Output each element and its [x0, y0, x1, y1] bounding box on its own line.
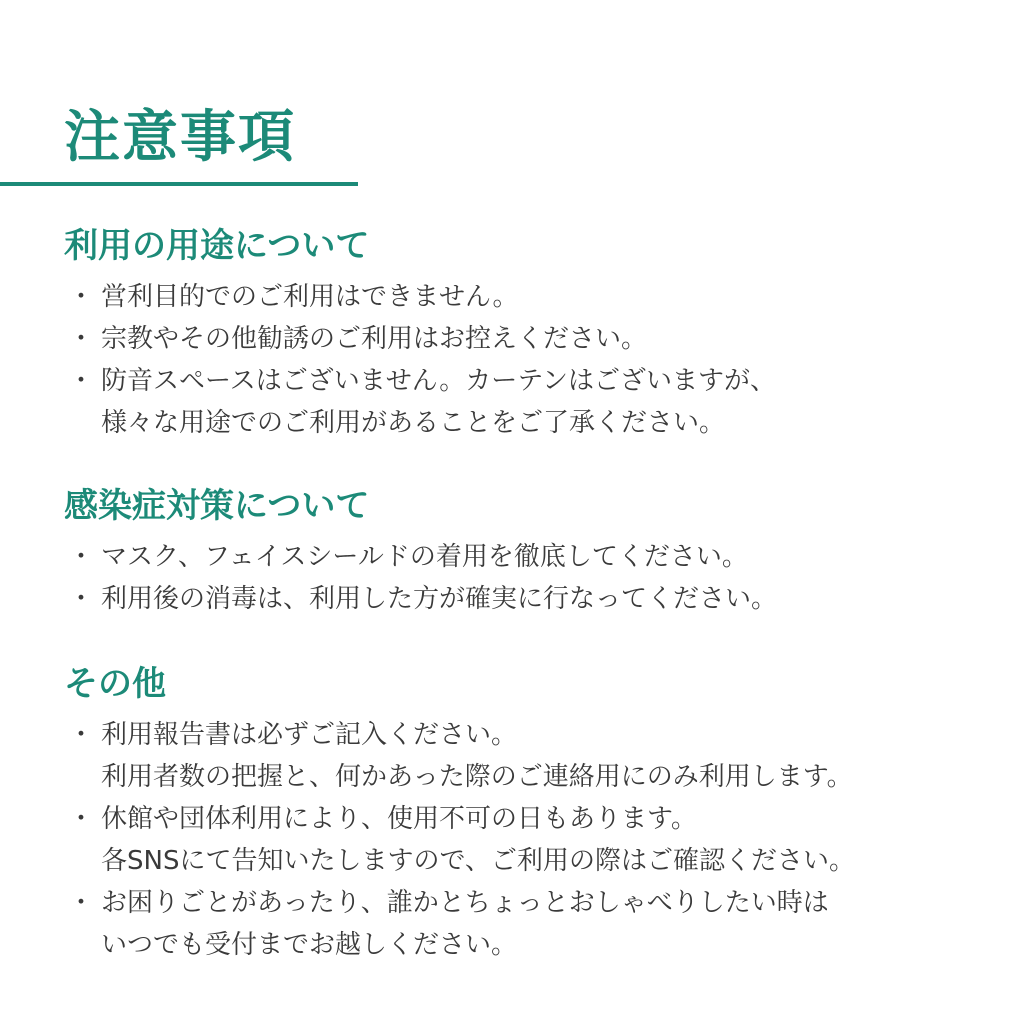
- list-item-text-continued: 利用者数の把握と、何かあった際のご連絡用にのみ利用します。: [101, 762, 853, 792]
- list-item-text: 防音スペースはございません。カーテンはございますが、: [101, 366, 776, 396]
- bullet-icon: ・: [68, 888, 95, 918]
- list-item: [64, 882, 964, 966]
- bullet-icon: ・: [68, 282, 95, 312]
- list-item-text-continued: いつでも受付までお越しください。: [101, 930, 518, 960]
- list-item-text: お困りごとがあったり、誰かとちょっとおしゃべりしたい時は: [101, 888, 829, 918]
- section-usage: [64, 222, 964, 444]
- list-item: [64, 798, 964, 882]
- list-item: [64, 360, 964, 444]
- list-item: [64, 276, 964, 318]
- list-item-text: 利用後の消毒は、利用した方が確実に行なってください。: [101, 584, 778, 614]
- list-item: [64, 318, 964, 360]
- bullet-icon: ・: [68, 804, 95, 834]
- list-item-text: 営利目的でのご利用はできません。: [101, 282, 519, 312]
- section-other: [64, 660, 964, 966]
- bullet-icon: ・: [68, 324, 95, 354]
- section-heading-usage: 利用の用途について: [64, 226, 370, 266]
- list-item-text-continued: 様々な用途でのご利用があることをご了承ください。: [101, 408, 726, 438]
- list-item: [64, 578, 964, 620]
- list-item-text: 利用報告書は必ずご記入ください。: [101, 720, 518, 750]
- section-heading-other: その他: [64, 664, 166, 704]
- bullet-list-usage: [64, 276, 964, 444]
- title-underline: [0, 182, 358, 186]
- bullet-icon: ・: [68, 366, 95, 396]
- bullet-icon: ・: [68, 542, 95, 572]
- list-item-text: マスク、フェイスシールドの着用を徹底してください。: [101, 542, 748, 572]
- bullet-icon: ・: [68, 584, 95, 614]
- list-item: [64, 714, 964, 798]
- section-infection-control: [64, 482, 964, 620]
- bullet-icon: ・: [68, 720, 95, 750]
- list-item-text: 休館や団体利用により、使用不可の日もあります。: [101, 804, 697, 834]
- page-title: 注意事項: [64, 105, 296, 170]
- list-item-text: 宗教やその他勧誘のご利用はお控えください。: [101, 324, 648, 354]
- bullet-list-infection-control: [64, 536, 964, 620]
- list-item: [64, 536, 964, 578]
- bullet-list-other: [64, 714, 964, 966]
- list-item-text-continued: 各SNSにて告知いたしますので、ご利用の際はご確認ください。: [101, 846, 855, 876]
- section-heading-infection-control: 感染症対策について: [64, 486, 370, 526]
